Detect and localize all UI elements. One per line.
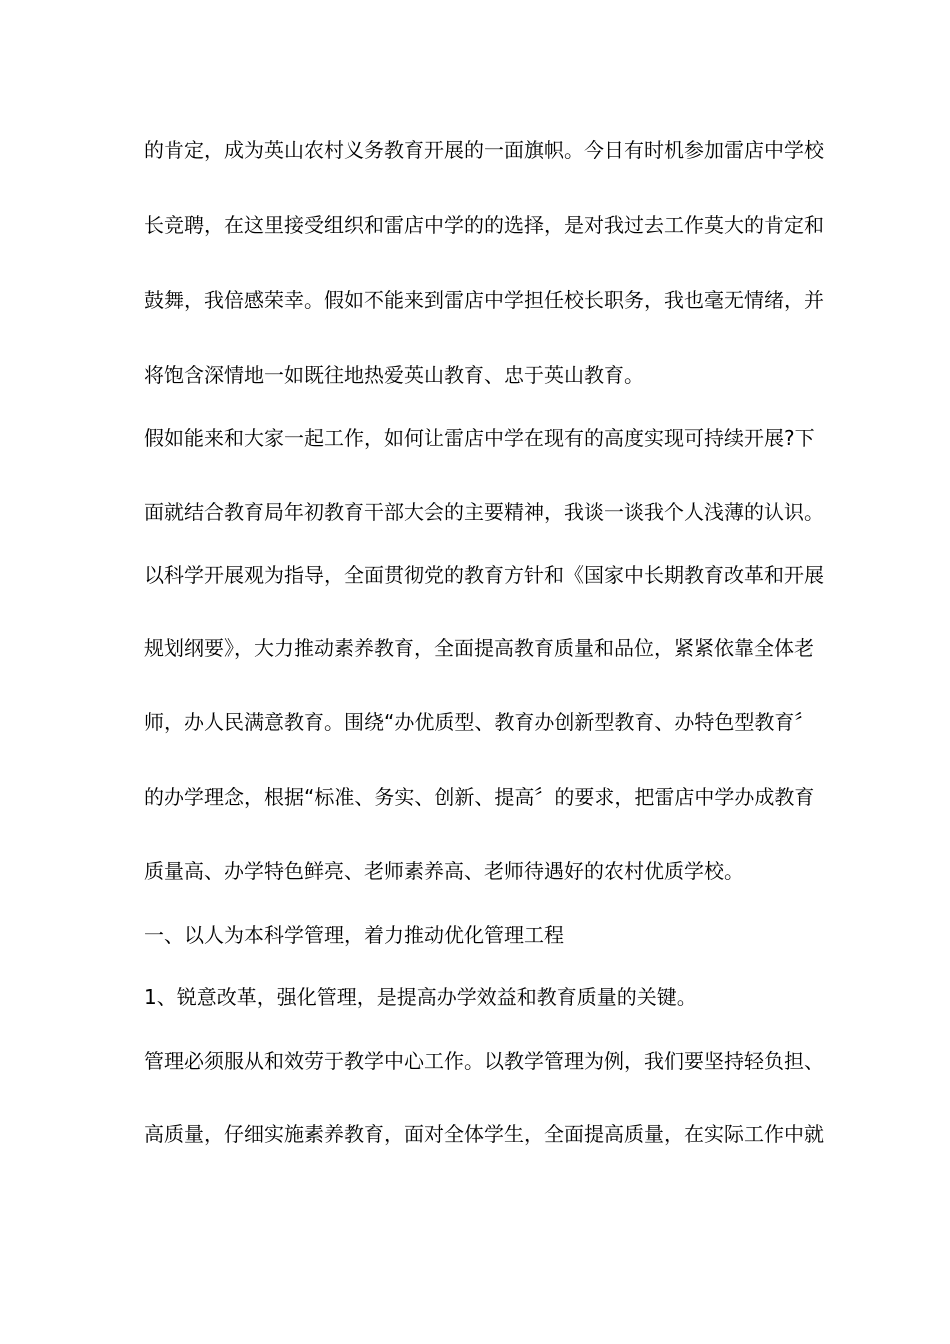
section-heading: 一、以人为本科学管理，着力推动优化管理工程 (144, 923, 564, 947)
text-line-1: 的肯定，成为英山农村义务教育开展的一面旗帜。今日有时机参加雷店中学校 (144, 138, 824, 162)
text-line-13: 1、锐意改革，强化管理，是提高办学效益和教育质量的关键。 (144, 985, 697, 1009)
text-line-10: 的办学理念，根据“标准、务实、创新、提高〞的要求，把雷店中学办成教育 (144, 785, 815, 809)
text-line-7: 以科学开展观为指导，全面贯彻党的教育方针和《国家中长期教育改革和开展 (144, 563, 824, 587)
text-line-6: 面就结合教育局年初教育干部大会的主要精神，我谈一谈我个人浅薄的认识。 (144, 500, 824, 524)
text-line-5: 假如能来和大家一起工作，如何让雷店中学在现有的高度实现可持续开展?下 (144, 426, 815, 450)
text-line-14: 管理必须服从和效劳于教学中心工作。以教学管理为例，我们要坚持轻负担、 (144, 1049, 824, 1073)
text-line-15: 高质量，仔细实施素养教育，面对全体学生，全面提高质量，在实际工作中就 (144, 1122, 824, 1146)
text-line-8: 规划纲要》，大力推动素养教育，全面提高教育质量和品位，紧紧依靠全体老 (144, 636, 814, 660)
text-line-2: 长竞聘，在这里接受组织和雷店中学的的选择，是对我过去工作莫大的肯定和 (144, 213, 824, 237)
text-line-11: 质量高、办学特色鲜亮、老师素养高、老师待遇好的农村优质学校。 (144, 859, 744, 883)
text-line-3: 鼓舞，我倍感荣幸。假如不能来到雷店中学担任校长职务，我也毫无情绪，并 (144, 288, 824, 312)
text-line-9: 师，办人民满意教育。围绕“办优质型、教育办创新型教育、办特色型教育〞 (144, 710, 815, 734)
text-line-4: 将饱含深情地一如既往地热爱英山教育、忠于英山教育。 (144, 363, 644, 387)
